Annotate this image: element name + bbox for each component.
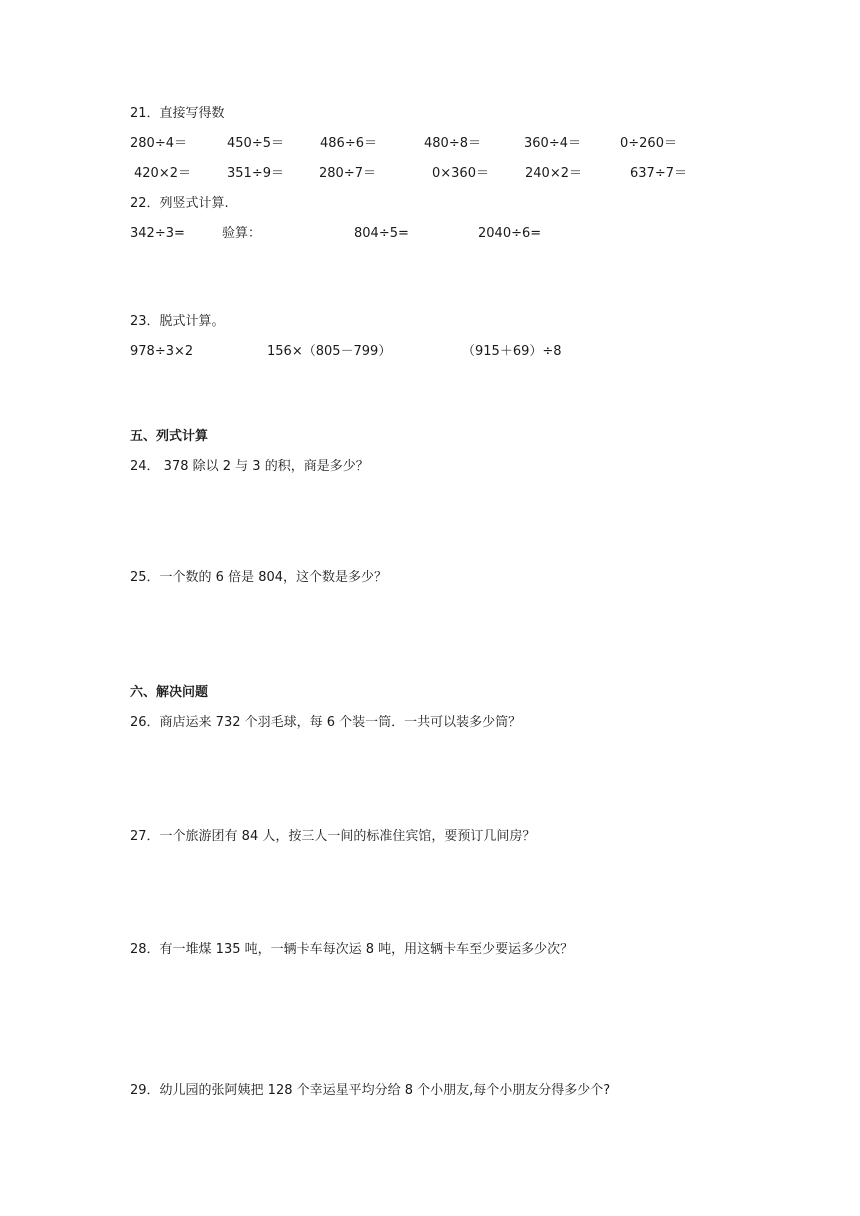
q29-text: 29．幼儿园的张阿姨把 128 个幸运星平均分给 8 个小朋友,每个小朋友分得多少个? xyxy=(130,1083,611,1098)
q22-item: 342÷3= xyxy=(130,226,185,241)
q22-check-label: 验算： xyxy=(222,226,262,241)
q21-item: 280÷7＝ xyxy=(319,166,376,181)
q25-text: 25．一个数的 6 倍是 804，这个数是多少？ xyxy=(130,570,388,585)
q23-title: 23．脱式计算。 xyxy=(130,314,225,329)
q21-title: 21．直接写得数 xyxy=(130,106,225,121)
q21-item: 0×360＝ xyxy=(432,166,489,181)
q21-item: 420×2＝ xyxy=(134,166,191,181)
q21-item: 351÷9＝ xyxy=(227,166,284,181)
q22-item: 804÷5= xyxy=(354,226,409,241)
q24-text: 24． 378 除以 2 与 3 的积，商是多少？ xyxy=(130,459,369,474)
section-5-heading: 五、列式计算 xyxy=(130,429,209,444)
q26-text: 26．商店运来 732 个羽毛球，每 6 个装一筒．一共可以装多少筒？ xyxy=(130,715,522,730)
q21-item: 280÷4＝ xyxy=(130,136,187,151)
q21-item: 637÷7＝ xyxy=(630,166,687,181)
q28-text: 28．有一堆煤 135 吨，一辆卡车每次运 8 吨，用这辆卡车至少要运多少次？ xyxy=(130,942,574,957)
q22-title: 22．列竖式计算. xyxy=(130,196,229,211)
q21-item: 486÷6＝ xyxy=(320,136,377,151)
q23-item: 156×（805－799） xyxy=(267,344,392,359)
q21-item: 480÷8＝ xyxy=(424,136,481,151)
q21-item: 0÷260＝ xyxy=(620,136,677,151)
section-6-heading: 六、解决问题 xyxy=(130,685,209,700)
q27-text: 27．一个旅游团有 84 人，按三人一间的标准住宾馆，要预订几间房？ xyxy=(130,829,536,844)
q21-item: 450÷5＝ xyxy=(227,136,284,151)
q23-item: （915＋69）÷8 xyxy=(462,344,562,359)
q22-item: 2040÷6= xyxy=(478,226,542,241)
q21-item: 240×2＝ xyxy=(525,166,582,181)
q23-item: 978÷3×2 xyxy=(130,344,194,359)
q21-item: 360÷4＝ xyxy=(524,136,581,151)
